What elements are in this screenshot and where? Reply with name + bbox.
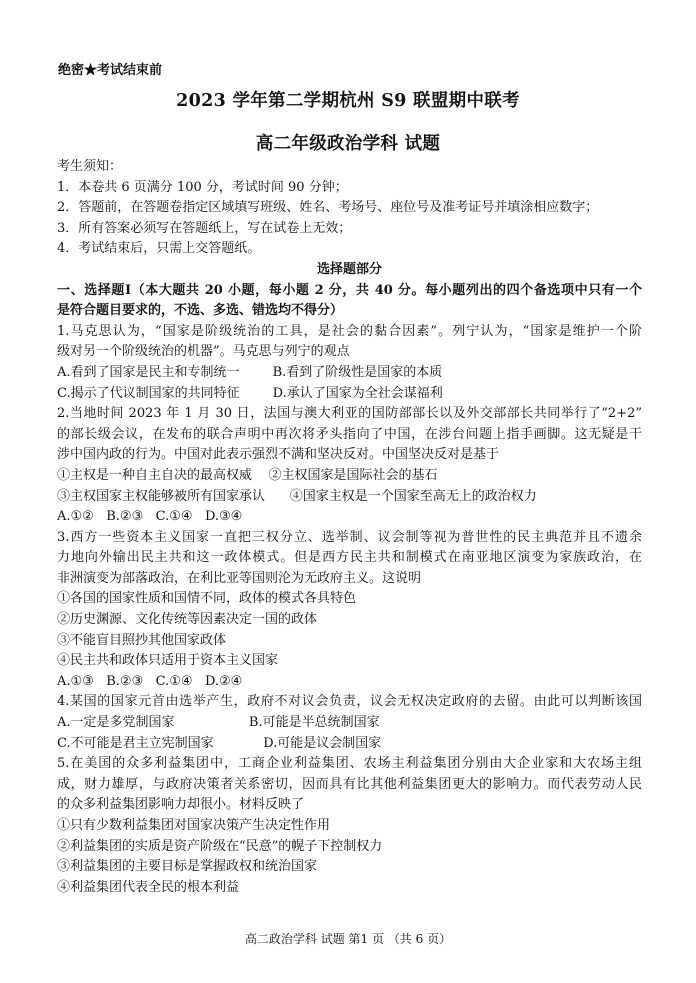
section-title: 选择题部分 [316, 261, 382, 277]
notice-item: 2．答题前，在答题卷指定区域填写班级、姓名、考场号、座位号及准考证号并填涂相应数字； [57, 200, 599, 216]
question-2-stem-line: 2.当地时间 2023 年 1 月 30 日，法国与澳大利亚的国防部部长以及外交部部长共同举行了“2+2” [57, 406, 642, 422]
question-3-option-line: ③不能盲目照抄其他国家政体 [57, 632, 227, 648]
exam-title: 2023 学年第二学期杭州 S9 联盟期中联考 [176, 91, 520, 111]
question-3-stem-line: 3.西方一些资本主义国家一直把三权分立、选举制、议会制等视为普世性的民主典范并且不遗余 [57, 529, 642, 545]
question-3-answer-choices: A.①③ B.②③ C.①④ D.②④ [57, 673, 243, 689]
confidential-label: 绝密★考试结束前 [58, 63, 163, 78]
question-3-option-line: ②历史渊源、文化传统等因素决定一国的政体 [57, 612, 318, 628]
exam-subtitle: 高二年级政治学科 试题 [255, 134, 441, 154]
question-3-option-line: ④民主共和政体只适用于资本主义国家 [57, 653, 279, 669]
question-2-option-line: ①主权是一种自主自决的最高权威 ②主权国家是国际社会的基石 [57, 467, 438, 483]
section-instruction-line: 一、选择题Ⅰ（本大题共 20 小题，每小题 2 分，共 40 分。每小题列出的四个备选项中只有一个 [57, 282, 642, 298]
question-2-stem-line: 涉中国内政的行为。中国对此表示强烈不满和坚决反对。中国坚决反对是基于 [57, 447, 500, 463]
question-2-answer-choices: A.①② B.②③ C.①④ D.③④ [57, 509, 243, 525]
question-5-option-line: ②利益集团的实质是资产阶级在“民意”的幌子下控制权力 [57, 838, 383, 854]
question-5-stem-line: 的众多利益集团影响力却很小。材料反映了 [57, 797, 305, 813]
question-2-option-line: ③主权国家主权能够被所有国家承认 ④国家主权是一个国家至高无上的政治权力 [57, 488, 537, 504]
notice-item: 4．考试结束后，只需上交答题纸。 [57, 241, 261, 257]
notice-heading: 考生须知： [57, 159, 123, 174]
question-4-option-line: A.一定是多党制国家 B.可能是半总统制国家 [57, 715, 380, 731]
exam-body [57, 157, 642, 898]
question-3-stem-line: 力地向外输出民主共和这一政体模式。但是西方民主共和制模式在南亚地区演变为家族政治，在 [57, 550, 642, 566]
question-5-stem-line: 成，财力雄厚，与政府决策者关系密切，因而具有比其他利益集团更大的影响力。而代表劳动人民 [57, 776, 642, 792]
question-5-option-line: ③利益集团的主要目标是掌握政权和统治国家 [57, 859, 318, 875]
question-1-option-line: C.揭示了代议制国家的共同特征 D.承认了国家为全社会谋福利 [57, 385, 443, 401]
question-3-stem-line: 非洲演变为部落政治，在利比亚等国则沦为无政府主义。这说明 [57, 570, 422, 586]
notice-item: 3．所有答案必须写在答题纸上，写在试卷上无效； [57, 220, 352, 236]
question-4-option-line: C.不可能是君主立宪制国家 D.可能是议会制国家 [57, 735, 382, 751]
question-1-stem-line: 1.马克思认为，“国家是阶级统治的工具，是社会的黏合因素”。列宁认为，“国家是维护一个阶 [57, 323, 642, 339]
question-1-option-line: A.看到了国家是民主和专制统一 B.看到了阶级性是国家的本质 [57, 364, 443, 380]
question-5-stem-line: 5.在美国的众多利益集团中，工商企业利益集团、农场主利益集团分别由大企业家和大农场主组 [57, 756, 642, 772]
section-instruction-line: 是符合题目要求的，不选、多选、错选均不得分） [57, 303, 344, 319]
question-3-option-line: ①各国的国家性质和国情不同，政体的模式各具特色 [57, 591, 357, 607]
notice-item: 1．本卷共 6 页满分 100 分，考试时间 90 分钟； [57, 179, 348, 195]
question-5-option-line: ④利益集团代表全民的根本利益 [57, 879, 240, 895]
question-1-stem-line: 级对另一个阶级统治的机器”。马克思与列宁的观点 [57, 344, 350, 360]
question-5-option-line: ①只有少数利益集团对国家决策产生决定性作用 [57, 818, 331, 833]
question-4-stem-line: 4.某国的国家元首由选举产生，政府不对议会负责，议会无权决定政府的去留。由此可以判断该国 [57, 694, 642, 710]
question-2-stem-line: 的部长级会议，在发布的联合声明中再次将矛头指向了中国，在涉台问题上指手画脚。这无疑是干 [57, 426, 642, 442]
page-footer: 高二政治学科 试题 第1 页 （共 6 页） [244, 932, 452, 946]
